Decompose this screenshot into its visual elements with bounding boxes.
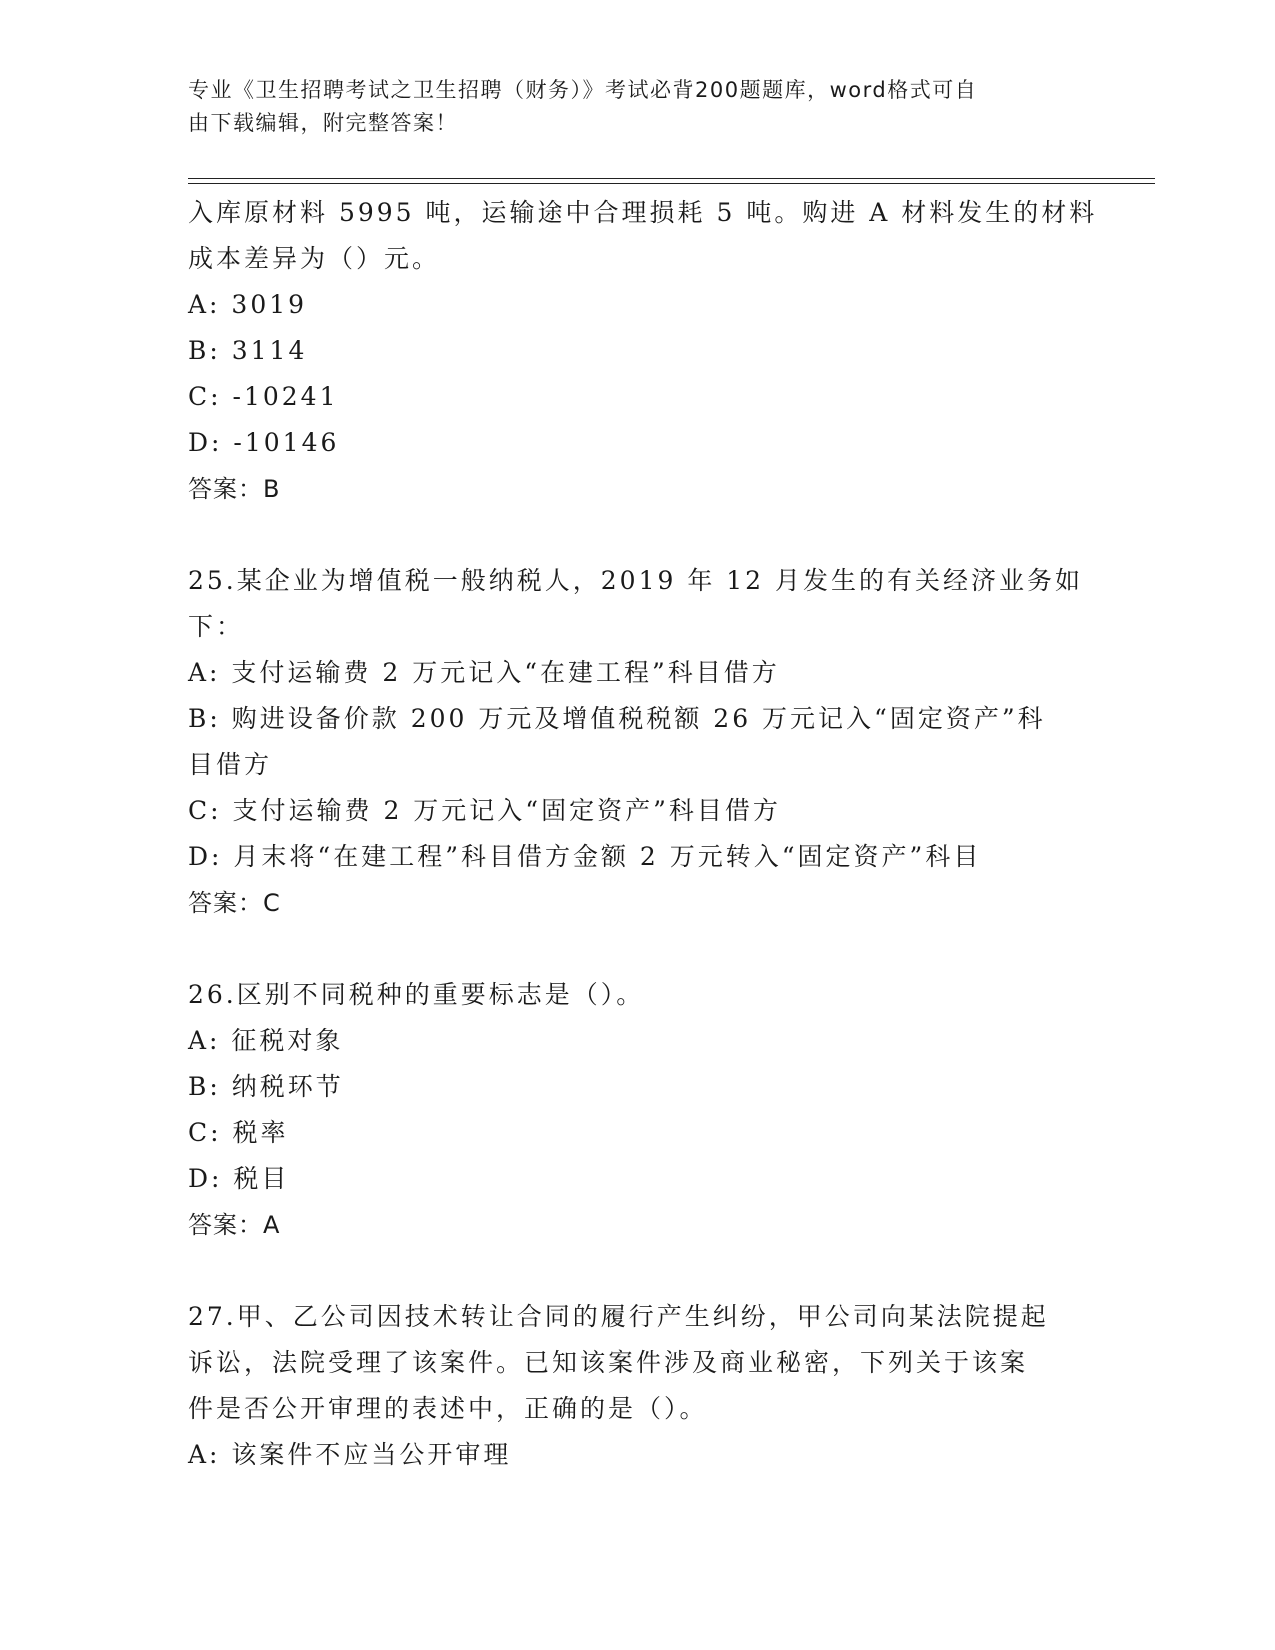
header-line-1: 专业《卫生招聘考试之卫生招聘（财务）》考试必背200题题库，word格式可自: [188, 78, 978, 102]
option-a: A: 3019: [188, 290, 308, 319]
document-header: [188, 74, 1068, 140]
question-list: [188, 190, 1098, 1478]
option-a: A: 征税对象: [188, 1026, 344, 1055]
option-c: C: -10241: [188, 382, 339, 411]
answer-label: 答案：B: [188, 475, 281, 503]
question-25: [188, 558, 1084, 926]
option-d: D: 税目: [188, 1164, 290, 1193]
option-d: D: -10146: [188, 428, 340, 457]
question-spacer: [188, 512, 1068, 558]
question-stem-line: 件是否公开审理的表述中，正确的是（）。: [188, 1394, 708, 1423]
question-stem-line: 下：: [188, 612, 245, 641]
option-a: A: 支付运输费 2 万元记入“在建工程”科目借方: [188, 658, 780, 687]
question-stem-line: 26.区别不同税种的重要标志是（）。: [188, 980, 645, 1009]
header-line-2: 由下载编辑，附完整答案！: [188, 111, 458, 135]
option-c: C: 支付运输费 2 万元记入“固定资产”科目借方: [188, 796, 781, 825]
header-divider-top: [188, 178, 1155, 179]
question-27: [188, 1294, 1068, 1478]
question-stem-line: 入库原材料 5995 吨，运输途中合理损耗 5 吨。购进 A 材料发生的材料: [188, 198, 1098, 227]
question-spacer: [188, 926, 1068, 972]
question-stem-line: 25.某企业为增值税一般纳税人，2019 年 12 月发生的有关经济业务如: [188, 566, 1084, 595]
question-stem-line: 成本差异为（）元。: [188, 244, 441, 273]
option-c: C: 税率: [188, 1118, 289, 1147]
option-d: D: 月末将“在建工程”科目借方金额 2 万元转入“固定资产”科目: [188, 842, 982, 871]
header-divider-bottom: [188, 183, 1155, 184]
answer-label: 答案：A: [188, 1211, 281, 1239]
option-b: B: 纳税环节: [188, 1072, 344, 1101]
question-stem-line: 27.甲、乙公司因技术转让合同的履行产生纠纷，甲公司向某法院提起: [188, 1302, 1049, 1331]
option-a: A: 该案件不应当公开审理: [188, 1440, 512, 1469]
option-b: B: 购进设备价款 200 万元及增值税税额 26 万元记入“固定资产”科: [188, 704, 1046, 733]
option-b: B: 3114: [188, 336, 308, 365]
question-26: [188, 972, 1068, 1248]
question-stem-line: 诉讼，法院受理了该案件。已知该案件涉及商业秘密，下列关于该案: [188, 1348, 1029, 1377]
question-spacer: [188, 1248, 1068, 1294]
answer-label: 答案：C: [188, 889, 281, 917]
question-24: [188, 190, 1098, 512]
option-b-continued: 目借方: [188, 750, 273, 779]
